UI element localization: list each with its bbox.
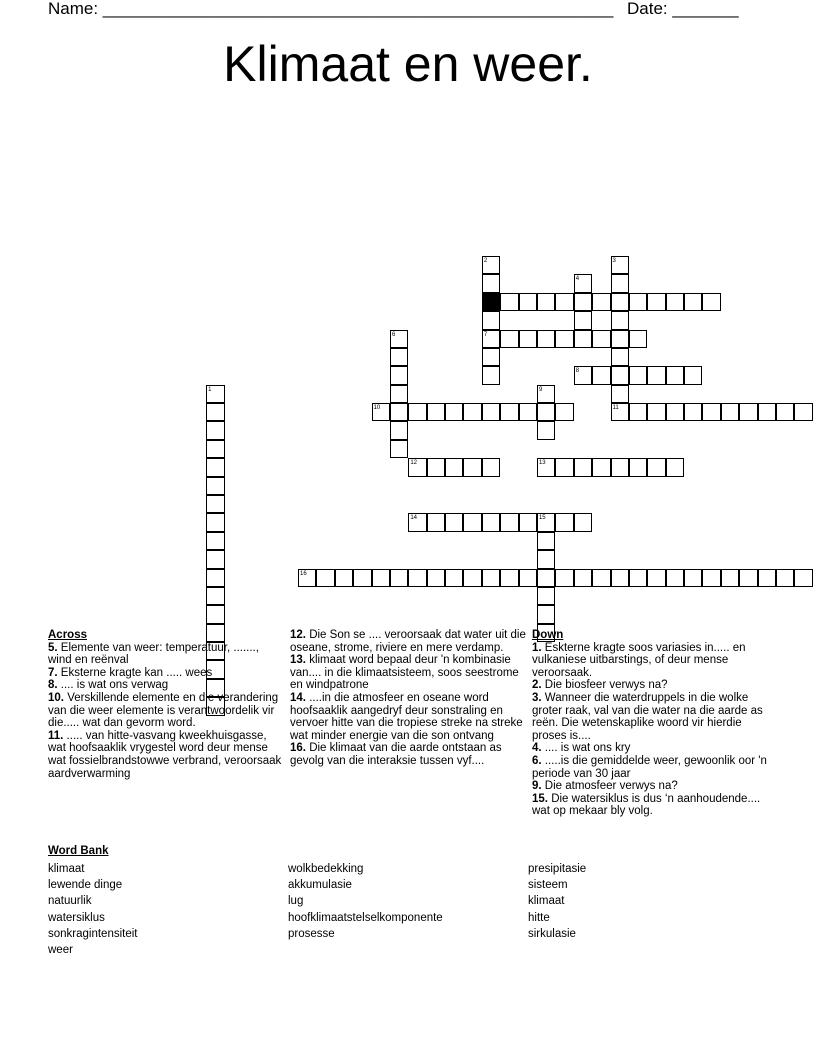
grid-cell[interactable] xyxy=(427,569,445,587)
grid-cell[interactable] xyxy=(666,403,684,421)
grid-cell[interactable] xyxy=(206,477,224,495)
grid-cell[interactable] xyxy=(574,330,592,348)
clue-text: ....in die atmosfeer en oseane word hoofsaaklik aangedryf deur sonstraling en vervoer hitte van die tropiese streke na streke wat minder energie van die son ontvang xyxy=(290,691,523,742)
grid-cell[interactable] xyxy=(574,311,592,329)
word-bank-item: presipitasie xyxy=(528,863,587,875)
clue-text: Verskillende elemente en die verandering van die weer elemente is verantwoordelik vir die..... wat dan gevorm word. xyxy=(48,691,279,730)
grid-cell[interactable] xyxy=(537,293,555,311)
word-bank-item: lewende dinge xyxy=(48,879,123,892)
grid-cell[interactable] xyxy=(647,458,665,476)
grid-cell[interactable] xyxy=(702,403,720,421)
grid-cell[interactable] xyxy=(611,256,629,274)
word-bank-item: natuurlik xyxy=(48,895,92,908)
grid-cell[interactable] xyxy=(537,550,555,568)
grid-cell[interactable] xyxy=(758,403,776,421)
clue-number: 7 xyxy=(483,331,488,338)
grid-cell[interactable] xyxy=(574,366,592,384)
grid-cell[interactable] xyxy=(390,330,408,348)
grid-cell[interactable] xyxy=(206,513,224,531)
grid-cell[interactable] xyxy=(427,458,445,476)
grid-cell[interactable] xyxy=(445,513,463,531)
grid-cell[interactable] xyxy=(684,403,702,421)
across-clues xyxy=(48,629,284,780)
black-square xyxy=(482,293,500,311)
grid-cell[interactable] xyxy=(206,385,224,403)
clue-number: 14 xyxy=(410,515,417,522)
clue-text: ..... van hitte-vasvang kweekhuisgasse, wat hoofsaaklik vrygestel word deur mense wat fossielbrandstowwe verbrand, veroorsaak aardverwarming xyxy=(48,729,282,780)
grid-cell[interactable] xyxy=(298,569,316,587)
grid-cell[interactable] xyxy=(629,330,647,348)
across-clue xyxy=(290,629,526,654)
grid-cell[interactable] xyxy=(629,458,647,476)
clue-number: 9 xyxy=(538,386,543,393)
down-clue xyxy=(532,780,772,793)
grid-cell[interactable] xyxy=(611,458,629,476)
across-clues-continued xyxy=(290,629,526,768)
grid-cell[interactable] xyxy=(500,513,518,531)
grid-cell[interactable] xyxy=(684,569,702,587)
grid-cell[interactable] xyxy=(482,458,500,476)
clue-text: klimaat word bepaal deur 'n kombinasie van.... in die klimaatsisteem, soos seestrome en windpatrone xyxy=(290,654,519,692)
grid-cell[interactable] xyxy=(574,569,592,587)
grid-cell[interactable] xyxy=(445,403,463,421)
grid-cell[interactable] xyxy=(463,569,481,587)
clue-number: 6. xyxy=(532,754,542,767)
grid-cell[interactable] xyxy=(758,569,776,587)
grid-cell[interactable] xyxy=(555,403,573,421)
grid-cell[interactable] xyxy=(592,569,610,587)
grid-cell[interactable] xyxy=(721,403,739,421)
grid-cell[interactable] xyxy=(574,513,592,531)
grid-cell[interactable] xyxy=(482,256,500,274)
word-bank-item: sisteem xyxy=(528,879,568,892)
word-bank-heading: Word Bank xyxy=(48,845,109,857)
down-clue xyxy=(532,742,772,755)
down-clue xyxy=(532,642,772,680)
name-field-label: Name: ______________________________________________________ xyxy=(48,0,614,18)
down-clue xyxy=(532,679,772,692)
down-clue xyxy=(532,755,772,780)
clue-text: .....is die gemiddelde weer, gewoonlik oor 'n periode van 30 jaar xyxy=(532,754,767,780)
word-bank-item: akkumulasie xyxy=(288,879,352,892)
word-bank-item: lug xyxy=(288,895,304,908)
grid-cell[interactable] xyxy=(611,274,629,292)
grid-cell[interactable] xyxy=(445,569,463,587)
clue-number: 6 xyxy=(391,331,396,338)
down-clues xyxy=(532,629,772,818)
grid-cell[interactable] xyxy=(629,569,647,587)
grid-cell[interactable] xyxy=(537,458,555,476)
grid-cell[interactable] xyxy=(611,569,629,587)
grid-cell[interactable] xyxy=(206,569,224,587)
grid-cell[interactable] xyxy=(611,330,629,348)
clue-number: 10 xyxy=(373,405,381,412)
grid-cell[interactable] xyxy=(206,403,224,421)
grid-cell[interactable] xyxy=(537,569,555,587)
grid-cell[interactable] xyxy=(611,385,629,403)
clue-number: 2 xyxy=(483,258,488,265)
grid-cell[interactable] xyxy=(390,366,408,384)
down-clue xyxy=(532,793,772,818)
grid-cell[interactable] xyxy=(537,385,555,403)
word-bank-item: hitte xyxy=(528,911,550,924)
grid-cell[interactable] xyxy=(500,403,518,421)
page-title: Klimaat en weer. xyxy=(223,36,593,92)
grid-cell[interactable] xyxy=(592,366,610,384)
grid-cell[interactable] xyxy=(537,403,555,421)
grid-cell[interactable] xyxy=(519,293,537,311)
clue-number: 11. xyxy=(48,729,64,742)
grid-cell[interactable] xyxy=(206,421,224,439)
word-bank-column-1 xyxy=(48,861,138,958)
grid-cell[interactable] xyxy=(647,569,665,587)
clue-number: 15. xyxy=(532,792,548,805)
grid-cell[interactable] xyxy=(482,274,500,292)
grid-cell[interactable] xyxy=(611,311,629,329)
down-heading: Down xyxy=(532,629,564,641)
down-clue xyxy=(532,692,772,742)
clue-number: 14. xyxy=(290,691,306,704)
grid-cell[interactable] xyxy=(574,458,592,476)
grid-cell[interactable] xyxy=(647,366,665,384)
clue-number: 16 xyxy=(300,570,307,577)
grid-cell[interactable] xyxy=(702,293,720,311)
grid-cell[interactable] xyxy=(316,569,334,587)
clue-number: 15 xyxy=(538,515,546,522)
grid-cell[interactable] xyxy=(611,403,629,421)
across-clue xyxy=(48,692,284,730)
grid-cell[interactable] xyxy=(592,293,610,311)
grid-cell[interactable] xyxy=(335,569,353,587)
clue-number: 7. xyxy=(48,666,58,679)
grid-cell[interactable] xyxy=(427,513,445,531)
across-clue xyxy=(48,642,284,667)
grid-cell[interactable] xyxy=(555,293,573,311)
clue-number: 2. xyxy=(532,679,542,692)
grid-cell[interactable] xyxy=(555,513,573,531)
word-bank-column-2 xyxy=(288,861,443,942)
grid-cell[interactable] xyxy=(739,403,757,421)
grid-cell[interactable] xyxy=(500,569,518,587)
grid-cell[interactable] xyxy=(555,458,573,476)
clue-number: 16. xyxy=(290,742,306,755)
grid-cell[interactable] xyxy=(574,274,592,292)
clue-number: 8 xyxy=(575,368,580,375)
grid-cell[interactable] xyxy=(537,587,555,605)
grid-cell[interactable] xyxy=(519,513,537,531)
clue-number: 1. xyxy=(532,641,542,654)
grid-cell[interactable] xyxy=(629,403,647,421)
grid-cell[interactable] xyxy=(647,403,665,421)
clue-text: Die watersiklus is dus ‘n aanhoudende.... wat op mekaar bly volg. xyxy=(532,792,761,818)
clue-number: 12. xyxy=(290,629,306,641)
grid-cell[interactable] xyxy=(592,458,610,476)
grid-cell[interactable] xyxy=(684,366,702,384)
grid-cell[interactable] xyxy=(445,458,463,476)
clue-text: Eksterne kragte kan ..... wees xyxy=(57,666,213,679)
grid-cell[interactable] xyxy=(206,495,224,513)
grid-cell[interactable] xyxy=(482,311,500,329)
clue-text: Die biosfeer verwys na? xyxy=(541,679,668,692)
clue-number: 12 xyxy=(410,460,417,467)
clue-number: 13. xyxy=(290,654,306,667)
across-clue xyxy=(290,654,526,692)
grid-cell[interactable] xyxy=(629,293,647,311)
grid-cell[interactable] xyxy=(776,403,794,421)
grid-cell[interactable] xyxy=(408,513,426,531)
grid-cell[interactable] xyxy=(574,293,592,311)
grid-cell[interactable] xyxy=(482,330,500,348)
word-bank-item: hoofklimaatstelselkomponente xyxy=(288,911,443,924)
clue-number: 3 xyxy=(612,258,616,265)
grid-cell[interactable] xyxy=(684,293,702,311)
grid-cell[interactable] xyxy=(739,569,757,587)
word-bank-item: sonkragintensiteit xyxy=(48,927,138,940)
across-clue xyxy=(48,730,284,780)
word-bank-item: klimaat xyxy=(48,863,85,875)
grid-cell[interactable] xyxy=(463,513,481,531)
clue-text: Die klimaat van die aarde ontstaan as gevolg van die interaksie tussen vyf.... xyxy=(290,742,502,767)
grid-cell[interactable] xyxy=(206,458,224,476)
across-clue xyxy=(290,692,526,742)
grid-cell[interactable] xyxy=(390,440,408,458)
clue-text: .... is wat ons kry xyxy=(541,742,631,755)
across-clue xyxy=(48,667,284,680)
word-bank-item: prosesse xyxy=(288,927,335,940)
grid-cell[interactable] xyxy=(537,330,555,348)
grid-cell[interactable] xyxy=(666,293,684,311)
grid-cell[interactable] xyxy=(463,458,481,476)
grid-cell[interactable] xyxy=(206,587,224,605)
grid-cell[interactable] xyxy=(482,348,500,366)
grid-cell[interactable] xyxy=(519,330,537,348)
grid-cell[interactable] xyxy=(702,569,720,587)
grid-cell[interactable] xyxy=(206,440,224,458)
clue-number: 13 xyxy=(538,460,546,467)
grid-cell[interactable] xyxy=(408,458,426,476)
grid-cell[interactable] xyxy=(408,403,426,421)
grid-cell[interactable] xyxy=(611,348,629,366)
grid-cell[interactable] xyxy=(500,330,518,348)
clue-number: 8. xyxy=(48,679,58,692)
grid-cell[interactable] xyxy=(666,366,684,384)
grid-cell[interactable] xyxy=(629,366,647,384)
grid-cell[interactable] xyxy=(372,569,390,587)
clue-number: 9. xyxy=(532,780,542,793)
clue-text: Wanneer die waterdruppels in die wolke groter raak, val van die water na die aarde as reën. Die wetenskaplike woord vir hierdie proses is.... xyxy=(532,691,763,742)
word-bank-item: klimaat xyxy=(528,895,565,908)
clue-text: Die Son se .... veroorsaak dat water uit die oseane, strome, riviere en mere verdamp. xyxy=(290,629,526,654)
grid-cell[interactable] xyxy=(482,569,500,587)
grid-cell[interactable] xyxy=(408,569,426,587)
grid-cell[interactable] xyxy=(519,569,537,587)
grid-cell[interactable] xyxy=(794,569,812,587)
grid-cell[interactable] xyxy=(519,403,537,421)
grid-cell[interactable] xyxy=(427,403,445,421)
clue-text: Elemente van weer: temperatuur, ......., wind en reënval xyxy=(48,641,259,667)
grid-cell[interactable] xyxy=(537,605,555,623)
grid-cell[interactable] xyxy=(353,569,371,587)
across-clue xyxy=(290,742,526,767)
grid-cell[interactable] xyxy=(537,421,555,439)
grid-cell[interactable] xyxy=(206,532,224,550)
grid-cell[interactable] xyxy=(372,403,390,421)
grid-cell[interactable] xyxy=(482,403,500,421)
word-bank-item: wolkbedekking xyxy=(288,863,364,875)
grid-cell[interactable] xyxy=(611,293,629,311)
grid-cell[interactable] xyxy=(482,513,500,531)
clue-text: Eskterne kragte soos variasies in..... en vulkaniese uitbarstings, of deur mense veroorsaak. xyxy=(532,641,746,679)
grid-cell[interactable] xyxy=(500,293,518,311)
grid-cell[interactable] xyxy=(776,569,794,587)
clue-number: 4. xyxy=(532,742,542,755)
grid-cell[interactable] xyxy=(390,385,408,403)
word-bank-item: weer xyxy=(48,944,73,957)
clue-text: Die atmosfeer verwys na? xyxy=(541,780,678,793)
grid-cell[interactable] xyxy=(390,421,408,439)
grid-cell[interactable] xyxy=(482,366,500,384)
word-bank-item: watersiklus xyxy=(48,911,105,924)
clue-number: 3. xyxy=(532,691,542,704)
grid-cell[interactable] xyxy=(611,366,629,384)
grid-cell[interactable] xyxy=(390,348,408,366)
across-clue xyxy=(48,679,284,692)
grid-cell[interactable] xyxy=(390,569,408,587)
grid-cell[interactable] xyxy=(666,458,684,476)
grid-cell[interactable] xyxy=(794,403,812,421)
clue-number: 5. xyxy=(48,641,58,654)
grid-cell[interactable] xyxy=(463,403,481,421)
clue-number: 4 xyxy=(575,276,580,283)
across-heading: Across xyxy=(48,629,87,641)
word-bank-item: sirkulasie xyxy=(528,927,576,940)
grid-cell[interactable] xyxy=(666,569,684,587)
clue-text: .... is wat ons verwag xyxy=(57,679,169,692)
grid-cell[interactable] xyxy=(206,550,224,568)
date-field-label: Date: _______ xyxy=(627,0,739,18)
grid-cell[interactable] xyxy=(390,403,408,421)
grid-cell[interactable] xyxy=(206,605,224,623)
clue-number: 1 xyxy=(208,386,212,393)
grid-cell[interactable] xyxy=(537,532,555,550)
grid-cell[interactable] xyxy=(537,513,555,531)
grid-cell[interactable] xyxy=(555,569,573,587)
grid-cell[interactable] xyxy=(592,330,610,348)
grid-cell[interactable] xyxy=(721,569,739,587)
grid-cell[interactable] xyxy=(647,293,665,311)
word-bank-column-3 xyxy=(528,861,586,942)
clue-number: 11 xyxy=(612,405,619,412)
clue-number: 10. xyxy=(48,691,64,704)
grid-cell[interactable] xyxy=(555,330,573,348)
